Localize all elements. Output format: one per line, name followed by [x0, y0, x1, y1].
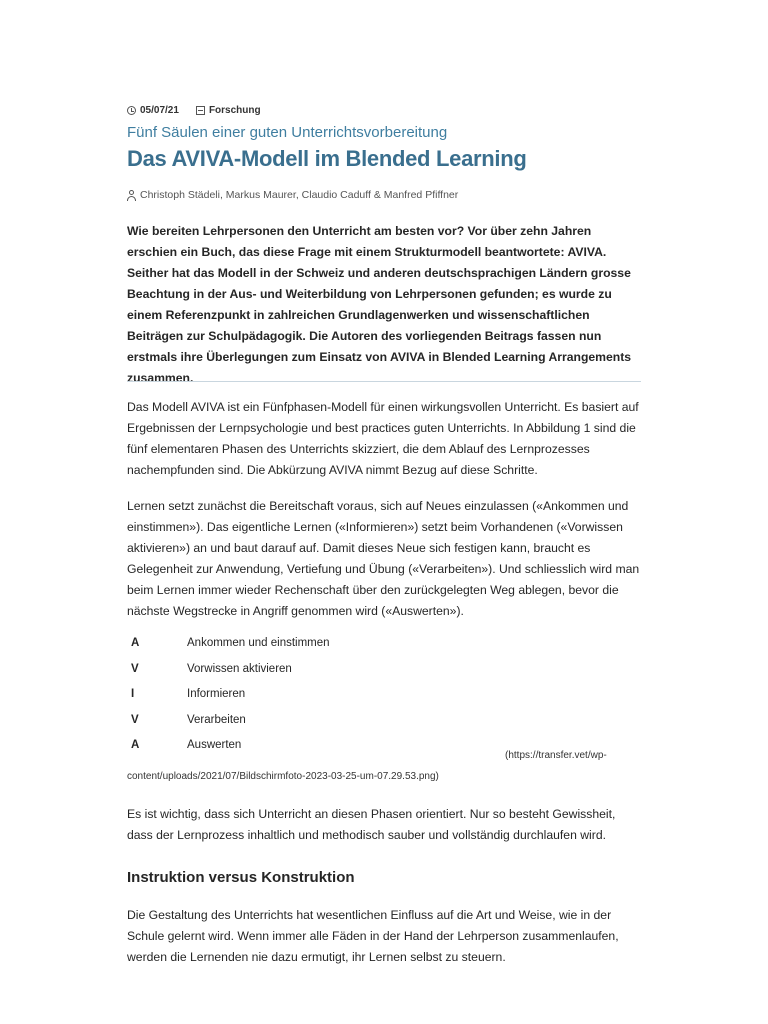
list-item: [127, 714, 427, 740]
aviva-steps-list: [127, 637, 427, 765]
step-letter: I: [131, 688, 135, 701]
authors-text: Christoph Städeli, Markus Maurer, Claudio Caduff & Manfred Pfiffner: [140, 189, 459, 201]
list-item: [127, 688, 427, 714]
step-label: Auswerten: [187, 739, 242, 752]
step-label: Informieren: [187, 688, 246, 701]
step-label: Ankommen und einstimmen: [187, 637, 330, 649]
step-letter: V: [131, 713, 139, 726]
person-icon: [127, 190, 136, 201]
list-item: [127, 637, 427, 663]
date-wrap: [127, 105, 179, 116]
step-label: Vorwissen aktivieren: [187, 662, 292, 675]
article-lead: Wie bereiten Lehrpersonen den Unterricht am besten vor? Vor über zehn Jahren erschien ein Buch, das diese Frage mit einem Strukturmodell beantwortete: AVIVA. Seither hat das Modell in der Schweiz und anderen deutschsprachigen Ländern grosse Beachtung in der Aus- und Weiterbildung von Lehrpersonen gefunden; es wurde zu einem Referenzpunkt in zahlreichen Grundlagenwerken und wissenschaftlichen Beiträgen zur Schulpädagogik. Die Autoren des vorliegenden Beitrags fassen nun erstmals ihre Überlegungen zum Einsatz von AVIVA in Blended Learning Arrangements zusammen.: [127, 224, 632, 385]
article-title: Das AVIVA-Modell im Blended Learning: [127, 146, 527, 171]
list-item: [127, 663, 427, 689]
list-item: [127, 739, 427, 765]
category-wrap[interactable]: [196, 105, 261, 116]
step-letter: A: [131, 637, 140, 649]
folder-icon: [196, 106, 205, 115]
step-letter: A: [131, 739, 140, 752]
paragraph-1: Das Modell AVIVA ist ein Fünfphasen-Modell für einen wirkungsvollen Unterricht. Es basiert auf Ergebnissen der Lernpsychologie und best practices guten Unterrichts. In Abbildung 1 sind die fünf elementaren Phasen des Unterrichts skizziert, die dem Ablauf des Lernprozesses nachempfunden sind. Die Abkürzung AVIVA nimmt Bezug auf diese Schritte.: [127, 400, 639, 477]
article-kicker: Fünf Säulen einer guten Unterrichtsvorbereitung: [127, 124, 448, 141]
step-label: Verarbeiten: [187, 713, 246, 726]
article-meta: [127, 103, 641, 117]
image-link-part-2[interactable]: content/uploads/2021/07/Bildschirmfoto-2023-03-25-um-07.29.53.png): [127, 771, 439, 782]
publish-date: 05/07/21: [140, 104, 179, 116]
image-link-part-1[interactable]: (https://transfer.vet/wp-: [505, 750, 607, 761]
divider: [127, 381, 641, 382]
section-heading: Instruktion versus Konstruktion: [127, 869, 355, 886]
paragraph-4: Die Gestaltung des Unterrichts hat wesentlichen Einfluss auf die Art und Weise, wie in der Schule gelernt wird. Wenn immer alle Fäden in der Hand der Lehrperson zusammenlaufen, werden die Lernenden nie dazu ermutigt, ihr Lernen selbst zu steuern.: [127, 908, 619, 964]
article-authors: [127, 189, 641, 201]
category-link[interactable]: Forschung: [208, 104, 261, 116]
paragraph-3: Es ist wichtig, dass sich Unterricht an diesen Phasen orientiert. Nur so besteht Gewissheit, dass der Lernprozess inhaltlich und methodisch sauber und vollständig durchlaufen wird.: [127, 807, 616, 842]
paragraph-2: Lernen setzt zunächst die Bereitschaft voraus, sich auf Neues einzulassen («Ankommen und einstimmen»). Das eigentliche Lernen («Informieren») setzt beim Vorhandenen («Vorwissen aktivieren») an und baut darauf auf. Damit dieses Neue sich festigen kann, braucht es Gelegenheit zur Anwendung, Vertiefung und Übung («Verarbeiten»). Und schliesslich wird man beim Lernen immer wieder Rechenschaft über den zurückgelegten Weg ablegen, bevor die nächste Wegstrecke in Angriff genommen wird («Auswerten»).: [127, 499, 640, 618]
clock-icon: [127, 106, 136, 115]
step-letter: V: [131, 662, 139, 675]
